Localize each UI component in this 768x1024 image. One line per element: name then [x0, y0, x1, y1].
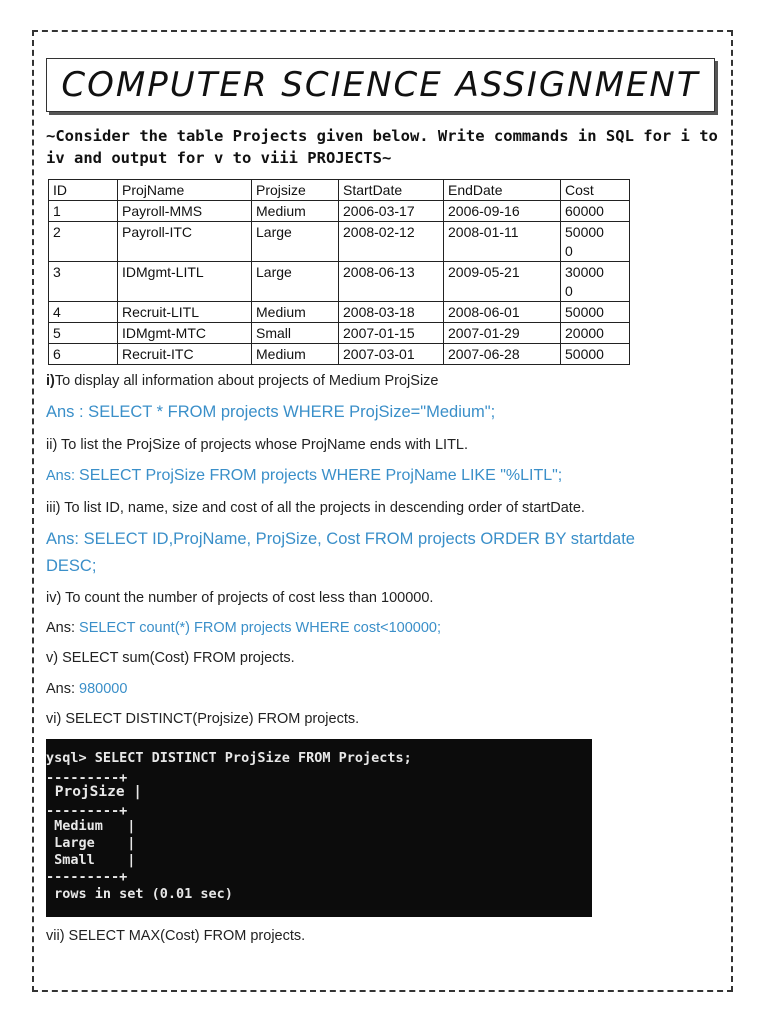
table-body [49, 201, 630, 365]
terminal-row: Large | [46, 835, 136, 851]
table-cell: 2008-01-11 [444, 222, 561, 262]
table-cell: 50000 [561, 344, 630, 365]
question-1 [46, 373, 439, 389]
answer-4-prefix: Ans: [46, 620, 80, 636]
table-cell: 20000 [561, 323, 630, 344]
answer-4-text: SELECT count(*) FROM projects WHERE cost<100000; [79, 620, 442, 636]
terminal-border: ---------+ [46, 869, 128, 885]
table-cell: Medium [252, 302, 339, 323]
table-cell: 6 [49, 344, 118, 365]
terminal-row: Small | [46, 852, 136, 868]
table-cell: IDMgmt-LITL [118, 262, 252, 302]
table-cell: Small [252, 323, 339, 344]
table-row [49, 222, 630, 262]
table-cell: 2 [49, 222, 118, 262]
header-cell: Cost [561, 180, 630, 201]
question-7: vii) SELECT MAX(Cost) FROM projects. [46, 928, 306, 944]
projects-table [48, 179, 630, 365]
table-cell: Medium [252, 201, 339, 222]
table-header-row [49, 180, 630, 201]
table-cell: 2007-03-01 [339, 344, 444, 365]
table-cell: 2007-01-29 [444, 323, 561, 344]
terminal-border: ---------+ [46, 803, 128, 819]
table-cell: 2007-01-15 [339, 323, 444, 344]
header-cell: Projsize [252, 180, 339, 201]
answer-3-line-1: Ans: SELECT ID,ProjName, ProjSize, Cost FROM projects ORDER BY startdate [46, 530, 635, 548]
table-cell: Recruit-LITL [118, 302, 252, 323]
table-cell: 2006-03-17 [339, 201, 444, 222]
question-6: vi) SELECT DISTINCT(Projsize) FROM projects. [46, 711, 360, 727]
header-cell: EndDate [444, 180, 561, 201]
terminal-screenshot [46, 739, 592, 917]
table-cell: 2009-05-21 [444, 262, 561, 302]
header-cell: ProjName [118, 180, 252, 201]
table-cell: 2006-09-16 [444, 201, 561, 222]
table-cell: 2007-06-28 [444, 344, 561, 365]
answer-3-line-2: DESC; [46, 557, 97, 575]
table-cell: Recruit-ITC [118, 344, 252, 365]
answer-5 [46, 681, 127, 697]
title-box [46, 58, 715, 112]
terminal-footer: rows in set (0.01 sec) [46, 886, 233, 902]
table-cell: 4 [49, 302, 118, 323]
table-row [49, 262, 630, 302]
table-row [49, 201, 630, 222]
table-cell: 3 [49, 262, 118, 302]
table-row [49, 344, 630, 365]
terminal-header: ProjSize | [46, 784, 143, 800]
table-cell: Large [252, 262, 339, 302]
table-cell: 2008-06-13 [339, 262, 444, 302]
answer-5-prefix: Ans: [46, 681, 80, 697]
table-cell: 2008-06-01 [444, 302, 561, 323]
table-cell: 1 [49, 201, 118, 222]
table-cell: Payroll-ITC [118, 222, 252, 262]
table-cell: Medium [252, 344, 339, 365]
table-cell: IDMgmt-MTC [118, 323, 252, 344]
table-cell: 60000 [561, 201, 630, 222]
table-cell: 50000 [561, 302, 630, 323]
table-cell: 2008-02-12 [339, 222, 444, 262]
table-cell: Payroll-MMS [118, 201, 252, 222]
instruction-text: ~Consider the table Projects given below. Write commands in SQL for i to iv and output for v to viii PROJECTS~ [46, 127, 718, 167]
question-3: iii) To list ID, name, size and cost of all the projects in descending order of startDate. [46, 500, 585, 516]
header-cell: StartDate [339, 180, 444, 201]
question-1-text: To display all information about projects of Medium ProjSize [54, 373, 439, 389]
answer-2 [46, 467, 562, 485]
answer-2-prefix: Ans: [46, 468, 80, 484]
table-cell: 2008-03-18 [339, 302, 444, 323]
question-4: iv) To count the number of projects of cost less than 100000. [46, 590, 434, 606]
answer-2-text: SELECT ProjSize FROM projects WHERE ProjName LIKE "%LITL"; [79, 467, 563, 484]
table-row [49, 302, 630, 323]
terminal-command: ysql> SELECT DISTINCT ProjSize FROM Projects; [46, 750, 412, 766]
answer-5-text: 980000 [79, 681, 128, 697]
table-cell: 50000 0 [561, 222, 630, 262]
header-cell: ID [49, 180, 118, 201]
table-row [49, 323, 630, 344]
question-5: v) SELECT sum(Cost) FROM projects. [46, 650, 295, 666]
terminal-border: ---------+ [46, 770, 128, 786]
terminal-row: Medium | [46, 818, 136, 834]
question-1-number: i) [46, 373, 55, 389]
table-cell: 30000 0 [561, 262, 630, 302]
table-cell: Large [252, 222, 339, 262]
question-2: ii) To list the ProjSize of projects whose ProjName ends with LITL. [46, 437, 469, 453]
page-title: COMPUTER SCIENCE ASSIGNMENT [61, 65, 700, 105]
answer-4 [46, 620, 441, 636]
answer-1: Ans : SELECT * FROM projects WHERE ProjSize="Medium"; [46, 403, 496, 421]
table-cell: 5 [49, 323, 118, 344]
